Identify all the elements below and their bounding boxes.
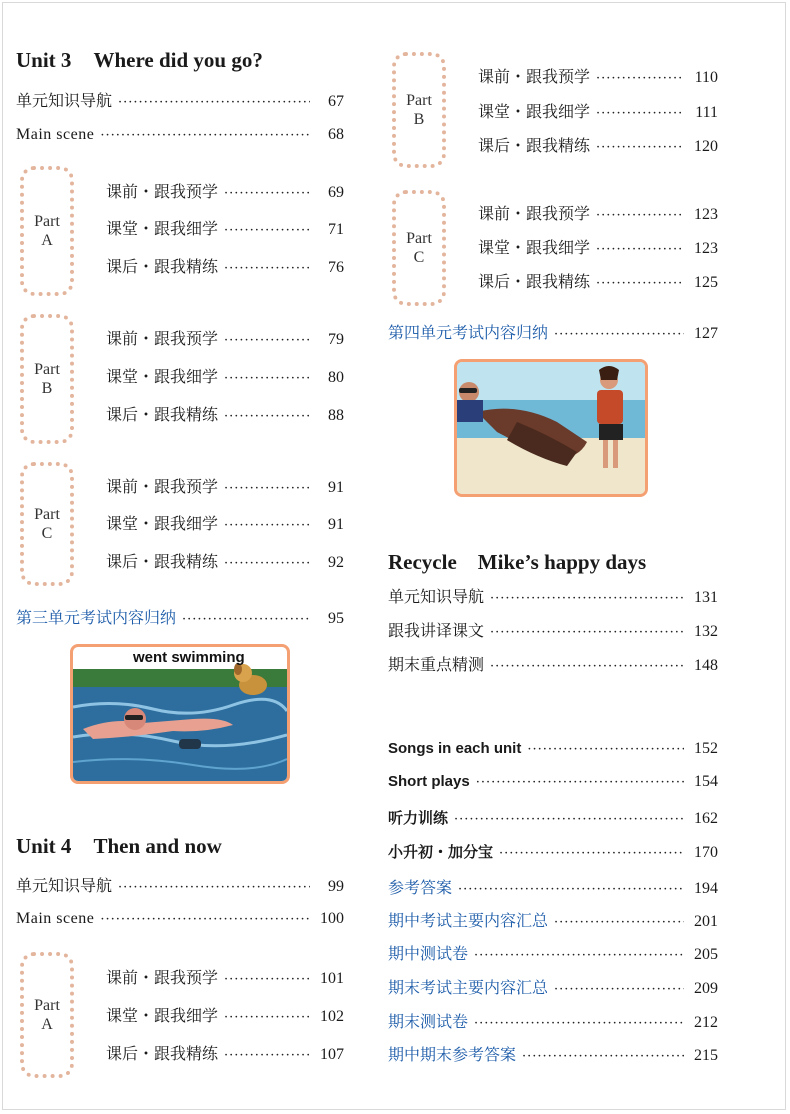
toc-page: 154 [694, 773, 718, 790]
leader-dots [118, 95, 310, 110]
toc-bonus[interactable] [388, 841, 718, 863]
leader-dots [596, 208, 684, 223]
part-letter: C [413, 249, 425, 266]
leader-dots [118, 880, 310, 895]
toc-label: 听力训练 [388, 810, 449, 827]
toc-midterm-test[interactable] [388, 941, 718, 963]
toc-page: 205 [694, 946, 718, 963]
toc-page: 148 [694, 657, 718, 674]
toc-page: 71 [328, 221, 344, 238]
toc-label: 期末测试卷 [388, 1012, 469, 1031]
toc-final-test[interactable] [388, 1009, 718, 1031]
toc-unit4-b-1[interactable] [478, 64, 718, 86]
part-word: Part [406, 230, 432, 247]
toc-label: Main scene [16, 126, 95, 143]
toc-unit4-a-2[interactable] [106, 1003, 344, 1025]
part-word: Part [34, 997, 60, 1014]
swimming-illustration [70, 644, 290, 784]
part-letter: A [41, 232, 53, 249]
beach-illustration [454, 359, 648, 497]
toc-label: 第四单元考试内容归纳 [388, 323, 549, 342]
leader-dots [596, 140, 684, 155]
toc-page: 79 [328, 331, 344, 348]
toc-label: 课堂・跟我细学 [106, 367, 219, 386]
leader-dots [224, 1048, 310, 1063]
toc-page: 91 [328, 516, 344, 533]
leader-dots [100, 912, 310, 927]
toc-page: 107 [320, 1046, 344, 1063]
leader-dots [224, 333, 310, 348]
leader-dots [499, 846, 684, 861]
recycle-heading: Recycle Mike’s happy days [388, 550, 647, 574]
toc-unit4-a-3[interactable] [106, 1041, 344, 1063]
toc-unit4-exam[interactable] [388, 320, 718, 342]
leader-dots [554, 915, 684, 930]
toc-listening[interactable] [388, 807, 718, 829]
toc-unit4-c-1[interactable] [478, 201, 718, 223]
image-caption: went swimming [133, 649, 245, 666]
toc-unit3-exam[interactable] [16, 605, 344, 627]
toc-unit3-nav[interactable] [16, 88, 344, 110]
toc-label: 课后・跟我精练 [478, 136, 591, 155]
toc-recycle-2[interactable] [388, 618, 718, 640]
toc-label: 第三单元考试内容归纳 [16, 608, 177, 627]
leader-dots [474, 1016, 684, 1031]
toc-label: 期中期末参考答案 [388, 1045, 517, 1064]
toc-unit3-main-scene[interactable] [16, 126, 344, 148]
leader-dots [490, 591, 684, 606]
part-a-box [20, 952, 74, 1078]
leader-dots [224, 186, 310, 201]
toc-page: 91 [328, 479, 344, 496]
toc-unit3-b-1[interactable] [106, 326, 344, 348]
toc-label: 课前・跟我预学 [106, 329, 219, 348]
toc-page: 209 [694, 980, 718, 997]
leader-dots [224, 1010, 310, 1025]
unit4-number: Unit 4 [16, 834, 72, 858]
toc-label: 期中考试主要内容汇总 [388, 911, 549, 930]
unit3-title: Where did you go? [93, 48, 263, 72]
toc-mid-final-answers[interactable] [388, 1042, 718, 1064]
leader-dots [554, 982, 684, 997]
toc-label: 小升初・加分宝 [388, 844, 494, 861]
toc-final-summary[interactable] [388, 975, 718, 997]
leader-dots [224, 261, 310, 276]
leader-dots [596, 71, 684, 86]
leader-dots [596, 276, 684, 291]
toc-unit4-b-2[interactable] [478, 99, 718, 121]
toc-page: 170 [694, 844, 718, 861]
toc-unit4-nav[interactable] [16, 873, 344, 895]
leader-dots [527, 742, 684, 757]
toc-unit3-a-1[interactable] [106, 179, 344, 201]
part-letter: B [413, 111, 425, 128]
toc-unit3-b-3[interactable] [106, 402, 344, 424]
toc-label: 参考答案 [388, 878, 453, 897]
toc-unit3-c-2[interactable] [106, 511, 344, 533]
unit3-number: Unit 3 [16, 48, 72, 72]
toc-label: 课前・跟我预学 [106, 968, 219, 987]
unit4-title: Then and now [93, 834, 222, 858]
toc-page: 123 [694, 206, 718, 223]
unit4-heading [16, 834, 222, 859]
toc-label: 单元知识导航 [388, 587, 485, 606]
toc-answers[interactable] [388, 875, 718, 897]
leader-dots [224, 371, 310, 386]
leader-dots [474, 948, 684, 963]
toc-page: 215 [694, 1047, 718, 1064]
toc-label: 课后・跟我精练 [478, 272, 591, 291]
toc-label: 课堂・跟我细学 [478, 102, 591, 121]
toc-label: 单元知识导航 [16, 876, 113, 895]
toc-page: 201 [694, 913, 718, 930]
toc-unit3-a-3[interactable] [106, 254, 344, 276]
toc-page: 68 [328, 126, 344, 143]
toc-unit3-c-1[interactable] [106, 474, 344, 496]
toc-page: 99 [328, 878, 344, 895]
toc-page: 131 [694, 589, 718, 606]
toc-recycle-1[interactable] [388, 584, 718, 606]
toc-label: Short plays [388, 773, 470, 790]
toc-label: 期中测试卷 [388, 944, 469, 963]
leader-dots [224, 972, 310, 987]
toc-songs[interactable] [388, 740, 718, 762]
toc-unit3-b-2[interactable] [106, 364, 344, 386]
toc-page: 132 [694, 623, 718, 640]
toc-label: 课前・跟我预学 [478, 204, 591, 223]
toc-page: 194 [694, 880, 718, 897]
leader-dots [476, 775, 684, 790]
part-c-box [20, 462, 74, 586]
leader-dots [224, 223, 310, 238]
toc-page: 152 [694, 740, 718, 757]
toc-label: 期末考试主要内容汇总 [388, 978, 549, 997]
part-letter: B [41, 380, 53, 397]
toc-recycle-3[interactable] [388, 652, 718, 674]
toc-page: 162 [694, 810, 718, 827]
toc-label: 课后・跟我精练 [106, 552, 219, 571]
toc-page: 212 [694, 1014, 718, 1031]
unit3-heading [16, 48, 263, 73]
part-word: Part [406, 92, 432, 109]
swimming-scene-drawing [73, 647, 287, 781]
part-letter: C [41, 525, 53, 542]
toc-page: 92 [328, 554, 344, 571]
part-b-box [392, 52, 446, 168]
toc-label: 课后・跟我精练 [106, 405, 219, 424]
part-word: Part [34, 361, 60, 378]
toc-page: 111 [695, 104, 718, 121]
leader-dots [596, 242, 684, 257]
part-c-box [392, 190, 446, 306]
leader-dots [596, 106, 684, 121]
toc-unit4-a-1[interactable] [106, 965, 344, 987]
toc-page: 76 [328, 259, 344, 276]
toc-label: 跟我讲译课文 [388, 621, 485, 640]
toc-page: 67 [328, 93, 344, 110]
toc-page: 80 [328, 369, 344, 386]
part-word: Part [34, 506, 60, 523]
part-a-box [20, 166, 74, 296]
toc-label: 单元知识导航 [16, 91, 113, 110]
toc-label: 课堂・跟我细学 [106, 219, 219, 238]
toc-label: 课后・跟我精练 [106, 1044, 219, 1063]
toc-label: Songs in each unit [388, 740, 522, 757]
leader-dots [554, 327, 684, 342]
toc-page: 95 [328, 610, 344, 627]
toc-label: 课前・跟我预学 [478, 67, 591, 86]
leader-dots [224, 481, 310, 496]
leader-dots [454, 812, 684, 827]
toc-page: 69 [328, 184, 344, 201]
leader-dots [224, 409, 310, 424]
part-word: Part [34, 213, 60, 230]
leader-dots [224, 518, 310, 533]
leader-dots [182, 612, 310, 627]
toc-page: 88 [328, 407, 344, 424]
toc-unit4-main-scene[interactable] [16, 910, 344, 932]
toc-page: 120 [694, 138, 718, 155]
beach-scene-drawing [457, 362, 645, 494]
toc-label: 课堂・跟我细学 [106, 1006, 219, 1025]
leader-dots [490, 659, 684, 674]
toc-unit4-c-3[interactable] [478, 269, 718, 291]
leader-dots [458, 882, 684, 897]
toc-label: 课后・跟我精练 [106, 257, 219, 276]
toc-page: 123 [694, 240, 718, 257]
toc-label: 课前・跟我预学 [106, 477, 219, 496]
toc-label: 课前・跟我预学 [106, 182, 219, 201]
toc-page: 101 [320, 970, 344, 987]
toc-page: 102 [320, 1008, 344, 1025]
toc-label: Main scene [16, 910, 95, 927]
leader-dots [100, 128, 310, 143]
leader-dots [224, 556, 310, 571]
toc-unit3-c-3[interactable] [106, 549, 344, 571]
toc-page: 127 [694, 325, 718, 342]
toc-page: 100 [320, 910, 344, 927]
toc-unit3-a-2[interactable] [106, 216, 344, 238]
part-b-box [20, 314, 74, 444]
part-letter: A [41, 1016, 53, 1033]
toc-unit4-b-3[interactable] [478, 133, 718, 155]
toc-short-plays[interactable] [388, 773, 718, 795]
toc-label: 课堂・跟我细学 [478, 238, 591, 257]
toc-page: 110 [694, 69, 718, 86]
leader-dots [522, 1049, 684, 1064]
toc-label: 课堂・跟我细学 [106, 514, 219, 533]
toc-label: 期末重点精测 [388, 655, 485, 674]
toc-page: 125 [694, 274, 718, 291]
toc-unit4-c-2[interactable] [478, 235, 718, 257]
toc-midterm-summary[interactable] [388, 908, 718, 930]
leader-dots [490, 625, 684, 640]
